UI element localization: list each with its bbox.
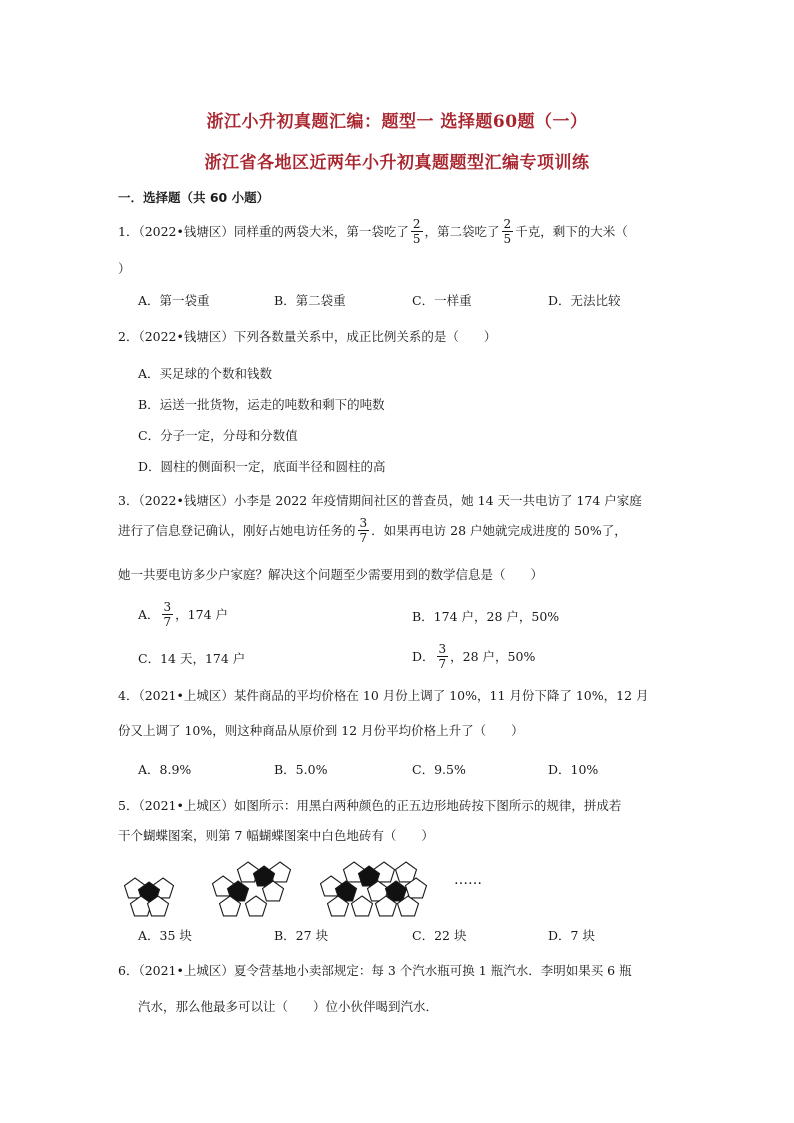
option-c: C．分子一定，分母和分数值 — [138, 428, 298, 443]
option-c: C．一样重 — [412, 293, 472, 308]
butterfly-pattern-figure — [118, 857, 478, 919]
question-5-line2: 干个蝴蝶图案，则第 7 幅蝴蝶图案中白色地砖有（ ） — [118, 828, 434, 843]
option-a: A．35 块 — [138, 928, 192, 943]
fraction: $\frac{2}{5}$ — [503, 217, 512, 246]
question-6-line1: 6．（2021•上城区）夏令营基地小卖部规定：每 3 个汽水瓶可换 1 瓶汽水．李明如果买 6 瓶 — [118, 963, 632, 978]
option-b: B．27 块 — [274, 928, 329, 943]
option-a: A． $\frac{3}{7}$ ，174 户 — [138, 600, 229, 629]
option-b: B．174 户，28 户，50% — [412, 609, 560, 624]
option-d: D．圆柱的侧面积一定，底面半径和圆柱的高 — [138, 459, 386, 474]
fraction: $\frac{2}{5}$ — [412, 217, 421, 246]
option-c: C．9.5% — [412, 762, 466, 777]
option-c: C．22 块 — [412, 928, 467, 943]
question-6-line2: 汽水，那么他最多可以让（ ）位小伙伴喝到汽水． — [138, 999, 439, 1014]
page-title: 浙江小升初真题汇编：题型一 选择题60题（一） — [206, 112, 588, 132]
question-1-text-c: 千克，剩下的大米（ — [515, 224, 628, 239]
question-1 — [118, 218, 628, 247]
option-a: A．8.9% — [138, 762, 192, 777]
option-d: D．10% — [548, 762, 599, 777]
page-subtitle: 浙江省各地区近两年小升初真题题型汇编专项训练 — [204, 153, 590, 173]
question-4-line2: 份又上调了 10%，则这种商品从原价到 12 月份平均价格上升了（ ） — [118, 723, 524, 738]
question-1-text-a: 1．（2022•钱塘区）同样重的两袋大米，第一袋吃了 — [118, 224, 409, 239]
fraction: $\frac{3}{7}$ — [438, 642, 447, 671]
question-1-text-b: ，第二袋吃了 — [424, 224, 500, 239]
question-2: 2．（2022•钱塘区）下列各数量关系中，成正比例关系的是（ ） — [118, 329, 497, 344]
option-b: B．第二袋重 — [274, 293, 346, 308]
butterfly-figure-3 — [321, 862, 427, 916]
question-3-line2 — [118, 516, 627, 546]
question-3-text: 进行了信息登记确认，刚好占她电访任务的 — [118, 523, 356, 538]
fraction: $\frac{3}{7}$ — [163, 600, 172, 629]
question-5-line1: 5．（2021•上城区）如图所示：用黑白两种颜色的正五边形地砖按下图所示的规律，拼成若 — [118, 798, 622, 813]
option-d: D．无法比较 — [548, 293, 621, 308]
fraction: $\frac{3}{7}$ — [359, 516, 368, 545]
option-d: D． $\frac{3}{7}$ ，28 户，50% — [412, 642, 536, 671]
question-4-line1: 4．（2021•上城区）某件商品的平均价格在 10 月份上调了 10%，11 月份下降了 10%，12 月 — [118, 688, 649, 703]
option-b: B．运送一批货物，运走的吨数和剩下的吨数 — [138, 397, 385, 412]
butterfly-figure-1 — [125, 878, 174, 916]
ellipsis: …… — [454, 872, 482, 888]
option-d: D．7 块 — [548, 928, 595, 943]
question-3-text: ．如果再电访 28 户她就完成进度的 50%了， — [371, 523, 627, 538]
option-a: A．买足球的个数和钱数 — [138, 366, 273, 381]
option-c: C．14 天，174 户 — [138, 651, 246, 666]
option-a: A．第一袋重 — [138, 293, 210, 308]
question-3-line3: 她一共要电访多少户家庭？解决这个问题至少需要用到的数学信息是（ ） — [118, 567, 544, 582]
butterfly-figure-2 — [213, 862, 291, 916]
question-3-line1: 3．（2022•钱塘区）小李是 2022 年疫情期间社区的普查员，她 14 天一共电访了 174 户家庭 — [118, 493, 642, 508]
option-b: B．5.0% — [274, 762, 328, 777]
section-heading: 一．选择题（共 60 小题） — [118, 190, 270, 205]
question-1-line2: ） — [118, 261, 131, 276]
